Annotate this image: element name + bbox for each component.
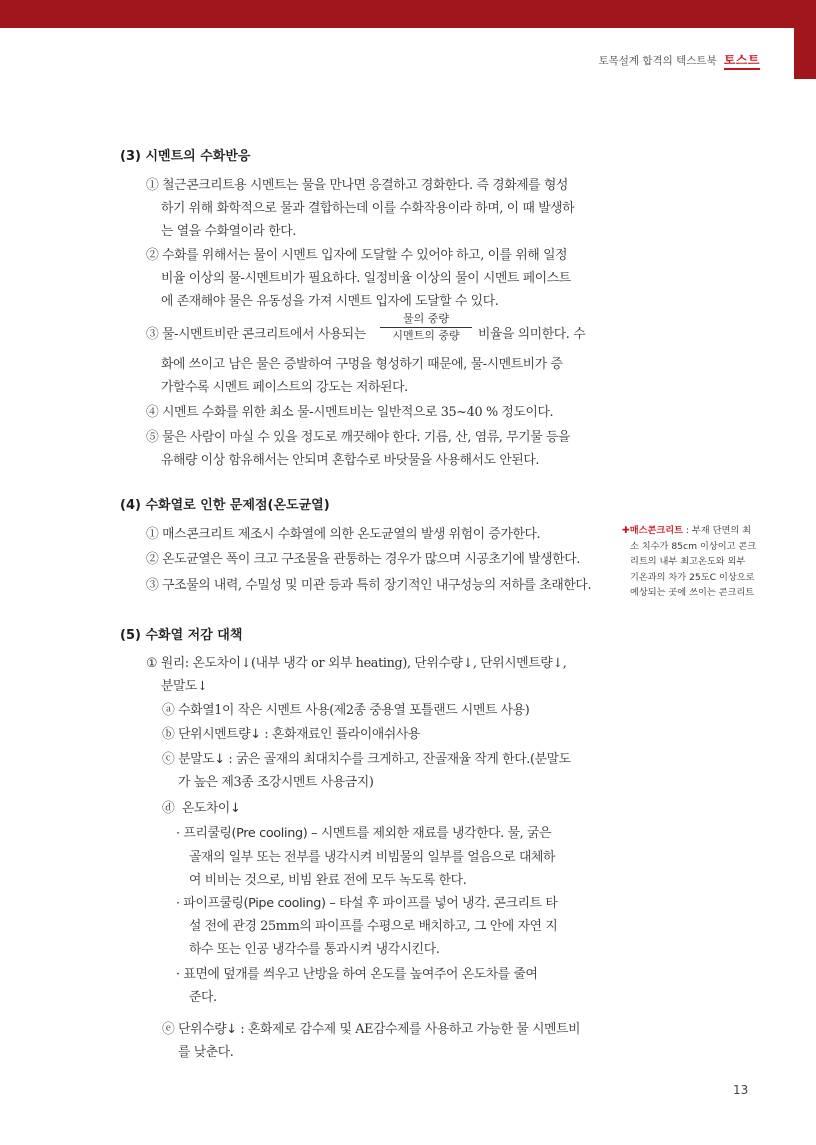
s3-line-5: 비율 이상의 물-시멘트비가 필요하다. 일정비율 이상의 물이 시멘트 페이스트 (161, 271, 571, 286)
page-number: 13 (733, 1083, 749, 1097)
s5-item-b (162, 723, 420, 742)
item-b-marker: ⓑ (162, 727, 175, 742)
s3-line-7b: 비율을 의미한다. 수 (478, 327, 586, 342)
item-c-label: 분말도↓ (178, 752, 225, 767)
pipecooling-label: · 파이프쿨링(Pipe cooling) (176, 896, 326, 911)
s3-line-3: 는 열을 수화열이라 한다. (161, 224, 296, 239)
s3-line-6: 에 존재해야 물은 유동성을 가져 시멘트 입자에 도달할 수 있다. (161, 294, 499, 309)
item-e-marker: ⓔ (162, 1022, 175, 1037)
sidenote-line-1: : 부재 단면의 최 (682, 525, 751, 536)
item-e-label: 단위수량↓ (178, 1022, 237, 1037)
s5-precooling-2: 골재의 일부 또는 전부를 냉각시켜 비빔물의 일부를 얼음으로 대체하 (189, 850, 556, 865)
s5-pipecooling-3: 하수 또는 인공 냉각수를 통과시켜 냉각시킨다. (189, 942, 440, 957)
sidenote-line-4: 기온과의 차가 25도C 이상으로 (630, 571, 755, 583)
fraction-water-cement (380, 312, 472, 343)
s3-line-10: ④ 시멘트 수화를 위한 최소 물-시멘트비는 일반적으로 35~40 % 정도이다. (146, 405, 554, 420)
item-e-text: : 혼화제로 감수제 및 AE감수제를 사용하고 가능한 물 시멘트비 (240, 1022, 581, 1037)
section-5-heading: (5) 수화열 저감 대책 (120, 628, 243, 643)
s5-item-a: ⓐ 수화열1이 작은 시멘트 사용(제2종 중용열 포틀랜드 시멘트 사용) (162, 703, 530, 718)
s5-item-c (162, 748, 571, 767)
header-text: 토목설계 합격의 텍스트북 (598, 55, 717, 67)
fraction-bar (380, 327, 472, 328)
plus-icon: ✚ (622, 525, 630, 536)
s5-surface-1: · 표면에 덮개를 씌우고 난방을 하여 온도를 높여주어 온도차를 줄여 (176, 967, 538, 982)
s5-item-e-cont: 를 낮춘다. (178, 1045, 234, 1060)
running-header (598, 51, 760, 70)
s5-precooling-3: 여 비비는 것으로, 비빔 완료 전에 모두 녹도록 한다. (189, 873, 467, 888)
s5-surface-2: 준다. (189, 990, 217, 1005)
section-4-heading: (4) 수화열로 인한 문제점(온도균열) (120, 498, 330, 513)
item-b-text: : 혼화재료인 플라이애쉬사용 (264, 727, 420, 742)
s5-pipecooling-2: 설 전에 관경 25mm의 파이프를 수평으로 배치하고, 그 안에 자연 지 (189, 919, 558, 934)
sidenote-line-3: 리트의 내부 최고온도와 외부 (630, 556, 746, 568)
s5-precooling-1 (176, 822, 551, 841)
top-color-bar (0, 0, 816, 28)
sidenote-line-2: 소 치수가 85cm 이상이고 콘크 (630, 540, 757, 552)
s5-item-e (162, 1018, 580, 1037)
principle-label: ① 원리 (146, 656, 185, 671)
s3-line-7a: ③ 물-시멘트비란 콘크리트에서 사용되는 (146, 327, 366, 342)
s3-line-12: 유해량 이상 함유해서는 안되며 혼합수로 바닷물을 사용해서도 안된다. (161, 453, 540, 468)
sidenote-term: 매스콘크리트 (629, 525, 683, 536)
s3-line-8: 화에 쓰이고 남은 물은 증발하여 구멍을 형성하기 때문에, 물-시멘트비가 증 (161, 357, 563, 372)
precooling-text: – 시멘트를 제외한 재료를 냉각한다. 물, 굵은 (307, 826, 552, 841)
item-b-label: 단위시멘트량↓ (178, 727, 261, 742)
s5-item-d (162, 797, 240, 816)
item-d-label: 온도차이↓ (181, 801, 241, 816)
s3-line-4: ② 수화를 위해서는 물이 시멘트 입자에 도달할 수 있어야 하고, 이를 위해 일정 (146, 248, 568, 263)
brand-logo: 토스트 (724, 51, 760, 70)
s4-line-1: ① 매스콘크리트 제조시 수화열에 의한 온도균열의 발생 위험이 증가한다. (146, 527, 541, 542)
s3-line-1: ① 철근콘크리트용 시멘트는 물을 만나면 응결하고 경화한다. 즉 경화제를 형성 (146, 178, 568, 193)
section-3-heading: (3) 시멘트의 수화반응 (120, 149, 251, 164)
s5-principle-cont: 분말도↓ (161, 679, 208, 694)
s3-line-2: 하기 위해 화학적으로 물과 결합하는데 이를 수화작용이라 하며, 이 때 발생하 (161, 201, 575, 216)
s5-pipecooling-1 (176, 892, 557, 911)
pipecooling-text: – 타설 후 파이프를 넣어 냉각. 콘크리트 타 (325, 896, 558, 911)
principle-text: : 온도차이↓(내부 냉각 or 외부 heating), 단위수량↓, 단위시멘트량↓, (184, 656, 567, 671)
sidenote-line-5: 예상되는 곳에 쓰이는 콘크리트 (630, 587, 755, 599)
s4-line-2: ② 온도균열은 폭이 크고 구조물을 관통하는 경우가 많으며 시공초기에 발생한다. (146, 552, 581, 567)
side-tab-marker (794, 28, 816, 79)
item-c-marker: ⓒ (162, 752, 175, 767)
s3-line-11: ⑤ 물은 사람이 마실 수 있을 정도로 깨끗해야 한다. 기름, 산, 염류, 무기물 등을 (146, 430, 570, 445)
s5-principle (146, 652, 566, 671)
s4-line-3: ③ 구조물의 내력, 수밀성 및 미관 등과 특히 장기적인 내구성능의 저하를 초래한다. (146, 578, 592, 593)
s5-item-c-cont: 가 높은 제3종 조강시멘트 사용금지) (178, 775, 374, 790)
sidenote-mass-concrete (622, 523, 762, 601)
s3-line-9: 가할수록 시멘트 페이스트의 강도는 저하된다. (161, 380, 408, 395)
item-c-text: : 굵은 골재의 최대치수를 크게하고, 잔골재율 작게 한다.(분말도 (228, 752, 571, 767)
precooling-label: · 프리쿨링(Pre cooling) (176, 826, 308, 841)
fraction-denominator: 시멘트의 중량 (392, 329, 460, 342)
item-d-marker: ⓓ (162, 801, 175, 816)
fraction-numerator: 물의 중량 (402, 312, 449, 325)
